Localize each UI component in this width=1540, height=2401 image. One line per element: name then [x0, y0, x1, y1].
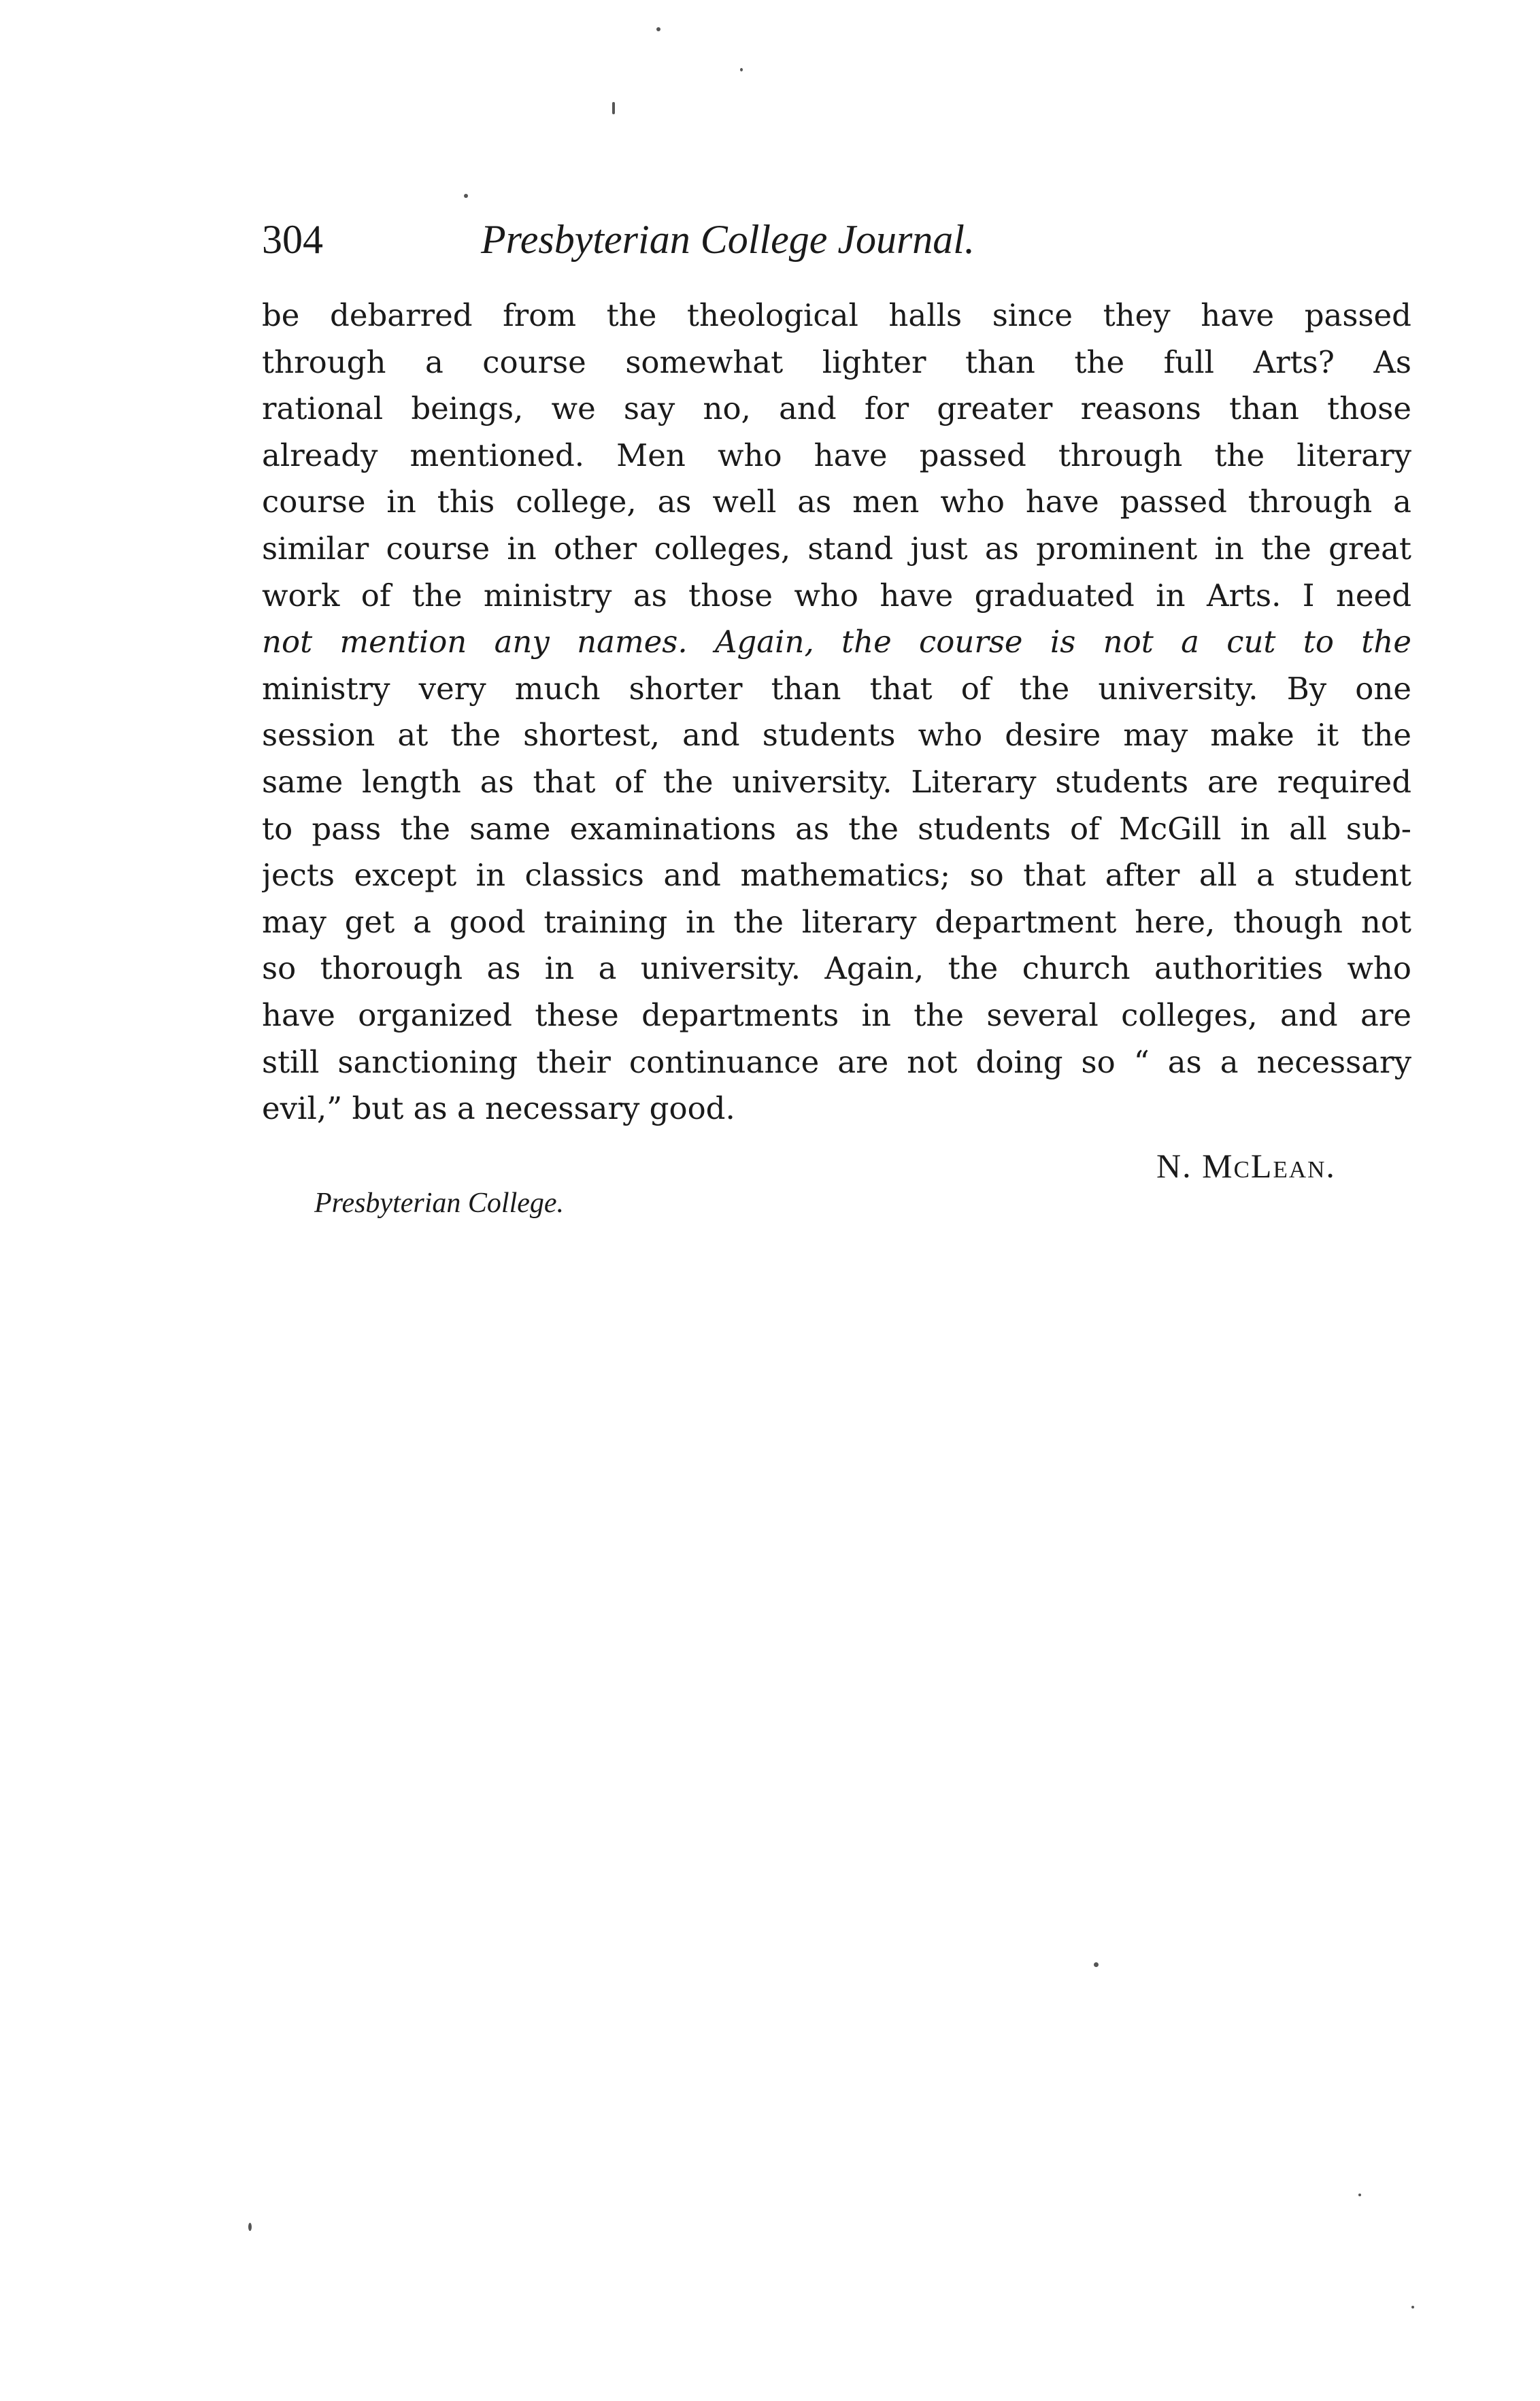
author-signature: N. McLean. [1156, 1147, 1336, 1185]
scan-speck [1094, 1962, 1099, 1967]
text-line: be debarred from the theological halls since they have passed [262, 297, 1411, 333]
running-title: Presbyterian College Journal. [481, 217, 975, 262]
text-line: through a course somewhat lighter than the full Arts? As [262, 343, 1411, 380]
text-line: jects except in classics and mathematics; so that after all a student [262, 857, 1411, 894]
page-header [262, 212, 1112, 273]
article-body [262, 292, 1411, 1132]
text-line: evil,” but as a necessary good. [262, 1090, 735, 1127]
scan-speck [248, 2223, 252, 2231]
text-line: work of the ministry as those who have graduated in Arts. I need [262, 577, 1411, 614]
scan-speck [740, 68, 743, 71]
italic-phrase: Again, the course is not a cut to the [687, 624, 1411, 660]
text-line: so thorough as in a university. Again, the church authorities who [262, 950, 1411, 987]
page-number: 304 [262, 217, 323, 262]
text-line: session at the shortest, and students who desire may make it the [262, 717, 1411, 754]
text-line: course in this college, as well as men who have passed through a [262, 484, 1411, 520]
italic-phrase: not mention any names. [262, 624, 688, 660]
scan-speck [464, 194, 468, 198]
text-line: same length as that of the university. Literary students are required [262, 763, 1411, 800]
text-line: to pass the same examinations as the students of McGill in all sub- [262, 810, 1411, 847]
text-line-mixed [262, 619, 1411, 666]
text-line: still sanctioning their continuance are not doing so “ as a necessary [262, 1043, 1411, 1080]
text-line: may get a good training in the literary department here, though not [262, 903, 1411, 940]
text-line: ministry very much shorter than that of the university. By one [262, 670, 1411, 707]
scan-speck [656, 27, 660, 31]
text-line: similar course in other colleges, stand just as prominent in the great [262, 530, 1411, 567]
text-line: already mentioned. Men who have passed through the literary [262, 437, 1411, 473]
scan-speck [1358, 2194, 1361, 2196]
author-affiliation: Presbyterian College. [314, 1188, 565, 1219]
scan-speck [612, 102, 615, 114]
text-line: rational beings, we say no, and for greater reasons than those [262, 390, 1411, 427]
scan-speck [1411, 2306, 1414, 2308]
text-line: have organized these departments in the several colleges, and are [262, 996, 1411, 1033]
